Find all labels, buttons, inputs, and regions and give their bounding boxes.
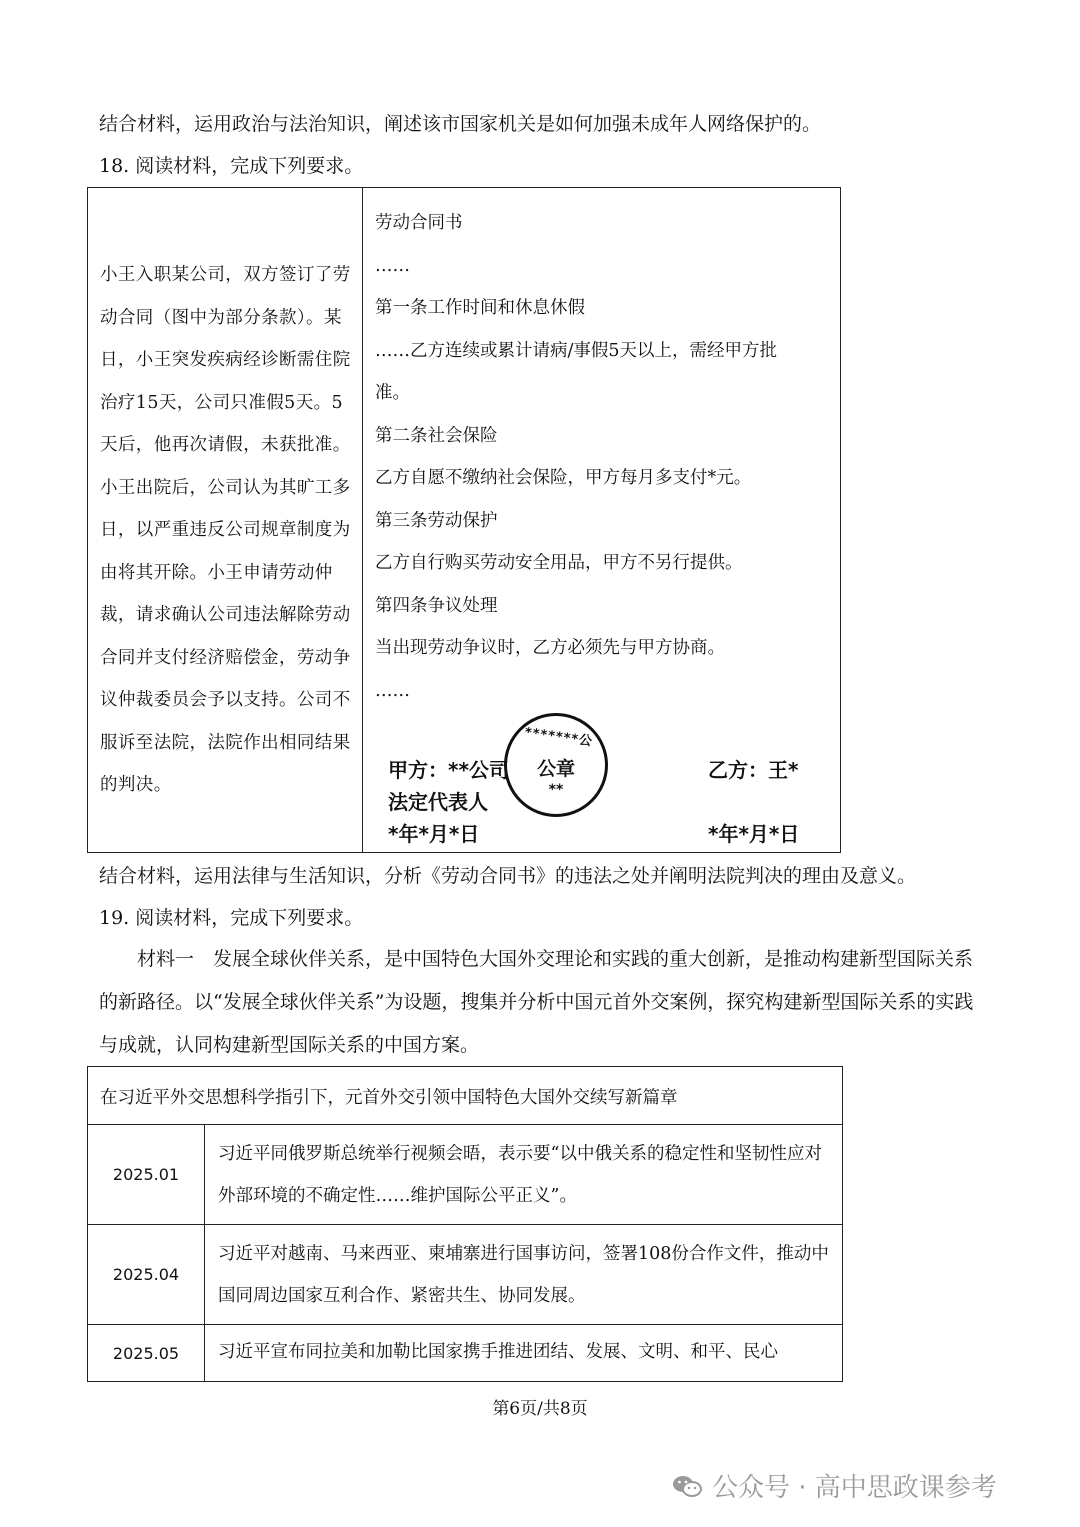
contract-line: 第二条社会保险 xyxy=(375,425,498,446)
contract-line: 乙方自愿不缴纳社会保险，甲方每月多支付*元。 xyxy=(375,468,752,488)
q18-heading: 18. 阅读材料，完成下列要求。 xyxy=(99,155,364,177)
row-date: 2025.04 xyxy=(88,1225,205,1324)
table-row xyxy=(88,1325,842,1381)
diplomacy-table xyxy=(87,1066,843,1382)
page-footer: 第6页/共8页 xyxy=(492,1399,588,1419)
contract-line: 劳动合同书 xyxy=(375,213,463,233)
party-b: 乙方：王* xyxy=(708,758,799,782)
watermark xyxy=(672,1467,997,1504)
case-story: 小王入职某公司，双方签订了劳动合同（图中为部分条款）。某日，小王突发疾病经诊断需住院治疗15天，公司只准假5天。5天后，他再次请假，未获批准。小王出院后，公司认为其旷工多日，以严重违反公司规章制度为由将其开除。小王申请劳动仲裁，请求确认公司违法解除劳动合同并支付经济赔偿金，劳动争议仲裁委员会予以支持。公司不服诉至法院，法院作出相同结果的判决。 xyxy=(100,265,351,795)
contract-line: 乙方自行购买劳动安全用品，甲方不另行提供。 xyxy=(375,553,743,573)
q19-heading: 19. 阅读材料，完成下列要求。 xyxy=(99,907,364,929)
seal-center-text: 公章 xyxy=(536,758,575,780)
material-one: 材料一 发展全球伙伴关系，是中国特色大国外交理论和实践的重大创新，是推动构建新型国际关系的新路径。以“发展全球伙伴关系”为设题，搜集并分析中国元首外交案例，探究构建新型国际关系的实践与成就，认同构建新型国际关系的中国方案。 xyxy=(99,948,974,1056)
party-b-date: *年*月*日 xyxy=(708,822,800,846)
row-text: 习近平对越南、马来西亚、柬埔寨进行国事访问，签署108份合作文件，推动中国同周边国家互利合作、紧密共生、协同发展。 xyxy=(218,1244,829,1306)
contract-line: …… xyxy=(375,680,410,701)
legal-representative: 法定代表人 xyxy=(388,790,488,814)
contract-line: …… xyxy=(375,255,410,276)
row-text: 习近平宣布同拉美和加勒比国家携手推进团结、发展、文明、和平、民心 xyxy=(218,1342,778,1362)
contract-line: 准。 xyxy=(375,383,410,403)
row-date: 2025.05 xyxy=(88,1325,205,1381)
contract-line: 当出现劳动争议时，乙方必须先与甲方协商。 xyxy=(375,638,725,658)
q17-prompt: 结合材料，运用政治与法治知识，阐述该市国家机关是如何加强未成年人网络保护的。 xyxy=(99,113,822,135)
contract-line: ……乙方连续或累计请病/事假5天以上，需经甲方批 xyxy=(375,340,778,361)
contract-line: 第四条争议处理 xyxy=(375,595,498,616)
seal-top-text: *******公 xyxy=(523,725,594,750)
row-text: 习近平同俄罗斯总统举行视频会晤，表示要“以中俄关系的稳定性和坚韧性应对外部环境的不确定性……维护国际公平正义”。 xyxy=(218,1144,822,1206)
table-divider xyxy=(362,188,363,852)
table-title-row xyxy=(88,1067,842,1125)
contract-line: 第三条劳动保护 xyxy=(375,510,498,531)
party-a-date: *年*月*日 xyxy=(388,822,480,846)
party-a: 甲方：**公司 xyxy=(388,758,509,782)
table-row xyxy=(88,1125,842,1225)
table-title: 在习近平外交思想科学指引下，元首外交引领中国特色大国外交续写新篇章 xyxy=(100,1088,678,1108)
contract-line: 第一条工作时间和休息休假 xyxy=(375,298,585,318)
watermark-text: 公众号 · 高中思政课参考 xyxy=(712,1473,997,1503)
seal-bottom-text: ** xyxy=(548,782,564,798)
contract-table xyxy=(87,187,841,853)
row-date: 2025.01 xyxy=(88,1125,205,1224)
q18-prompt: 结合材料，运用法律与生活知识，分析《劳动合同书》的违法之处并阐明法院判决的理由及意义。 xyxy=(99,865,917,887)
wechat-icon xyxy=(672,1474,702,1498)
table-row xyxy=(88,1225,842,1325)
company-seal-icon xyxy=(504,713,608,817)
contract-text xyxy=(375,202,835,712)
